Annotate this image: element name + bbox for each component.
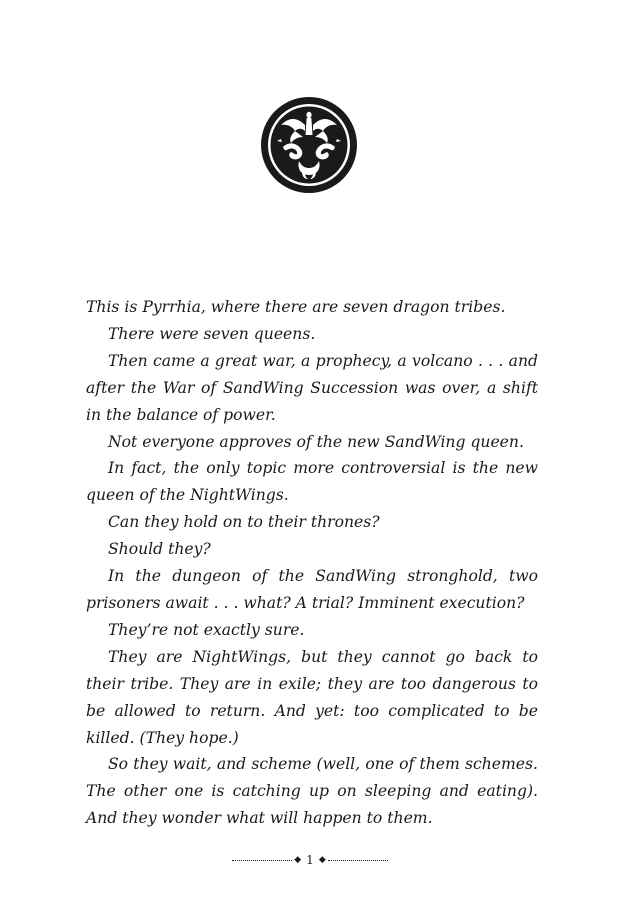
paragraph: They are NightWings, but they cannot go back to their tribe. They are in exile; they are too dangerous to be allowed to return. And yet: too complicated to be killed. (They hope.) [86, 647, 538, 747]
arrow-right-icon: ◆ [294, 854, 302, 865]
arrow-left-icon: ◆ [318, 854, 326, 865]
page-number: 1 [306, 853, 314, 867]
paragraph: In fact, the only topic more controversial is the new queen of the NightWings. [86, 459, 538, 505]
footer-rule-right [328, 860, 388, 861]
paragraph: There were seven queens. [108, 324, 316, 343]
paragraph: They’re not exactly sure. [108, 620, 305, 639]
paragraph: Can they hold on to their thrones? [108, 513, 380, 532]
paragraph: Not everyone approves of the new SandWing queen. [108, 432, 524, 451]
footer-rule-left [232, 860, 292, 861]
paragraph: Then came a great war, a prophecy, a volcano . . . and after the War of SandWing Succession was over, a shift in the balance of power. [86, 351, 538, 424]
paragraph: Should they? [108, 540, 211, 559]
paragraph: In the dungeon of the SandWing stronghold, two prisoners await . . . what? A trial? Imminent execution? [86, 567, 538, 612]
paragraph: This is Pyrrhia, where there are seven dragon tribes. [86, 298, 506, 316]
page-footer [0, 852, 620, 868]
paragraph: So they wait, and scheme (well, one of them schemes. The other one is catching up on sleeping and eating). And they wonder what will happen to them. [86, 755, 538, 828]
dragon-emblem-icon [259, 95, 359, 195]
prologue-text [86, 294, 538, 832]
